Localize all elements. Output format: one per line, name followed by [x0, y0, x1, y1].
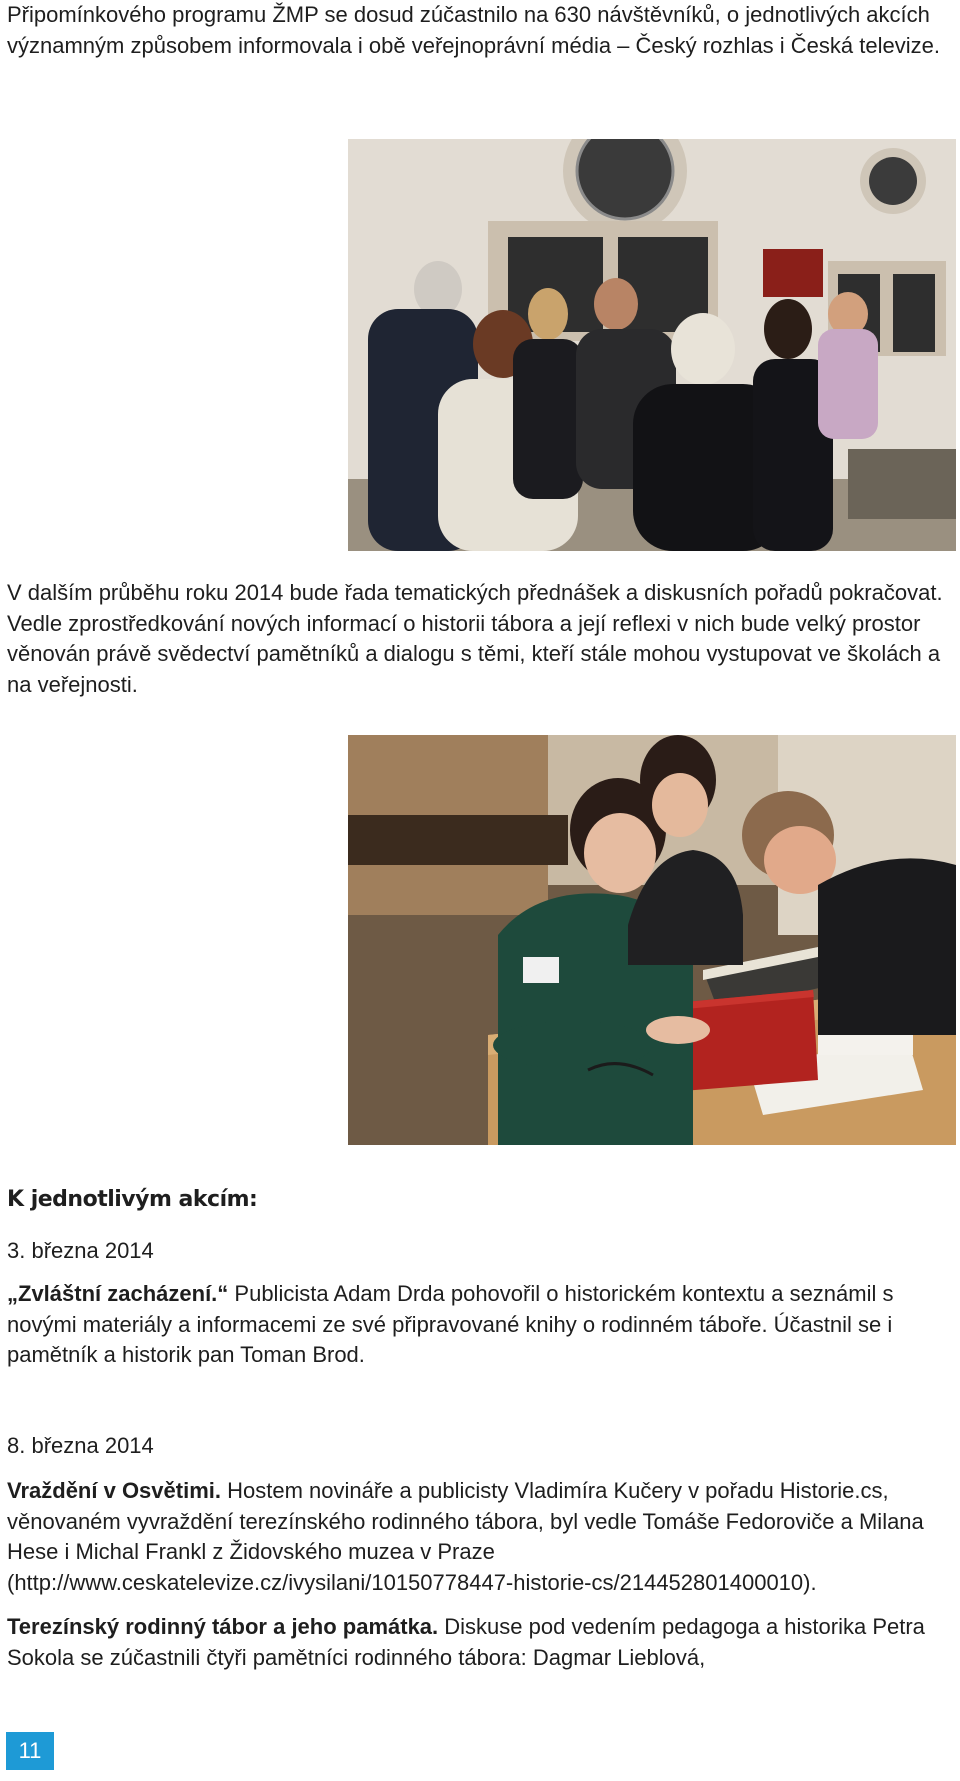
- event-date: 8. března 2014: [7, 1433, 154, 1458]
- event-description: [7, 1612, 952, 1673]
- continuation-paragraph: V dalším průběhu roku 2014 bude řada tematických přednášek a diskusních pořadů pokračovat. Vedle zprostředkování nových informací o historii tábora a její reflexi v nich bude velký prostor věnován právě svědectví pamětníků a dialogu s těmi, kteří stále mohou vystupovat ve školách a na veřejnosti.: [7, 580, 943, 697]
- section-heading: K jednotlivým akcím:: [7, 1187, 258, 1212]
- event-title: Vraždění v Osvětimi.: [7, 1478, 221, 1503]
- event-text: Hostem novináře a publicisty Vladimíra Kučery v pořadu Historie.cs, věnovaném vyvraždění terezínského rodinného tábora, byl vedle Tomáše Fedoroviče a Milana Hese i Michal Frankl z Židovského muzea v Praze (http://www.ceskatelevize.cz/ivysilani/10150778447-historie-cs/214452801400010).: [7, 1478, 924, 1595]
- page-number: 11: [6, 1732, 54, 1770]
- photo-group-outdoor: [348, 139, 956, 551]
- event-text: Publicista Adam Drda pohovořil o historickém kontextu a seznámil s novými materiály a informacemi ze své připravované knihy o rodinném táboře. Účastnil se i pamětník a historik pan Toman Brod.: [7, 1281, 894, 1367]
- intro-paragraph: Připomínkového programu ŽMP se dosud zúčastnilo na 630 návštěvníků, o jednotlivých akcích významným způsobem informovala i obě veřejnoprávní média – Český rozhlas i Česká televize.: [7, 2, 940, 58]
- event-title: „Zvláštní zacházení.“: [7, 1281, 229, 1306]
- event-date: 3. března 2014: [7, 1238, 154, 1263]
- event-title: Terezínský rodinný tábor a jeho památka.: [7, 1614, 439, 1639]
- event-text: Diskuse pod vedením pedagoga a historika Petra Sokola se zúčastnili čtyři pamětníci rodinného tábora: Dagmar Lieblová,: [7, 1614, 925, 1670]
- event-description: [7, 1279, 952, 1371]
- event-description: [7, 1476, 952, 1598]
- photo-laptop-workshop: [348, 735, 956, 1145]
